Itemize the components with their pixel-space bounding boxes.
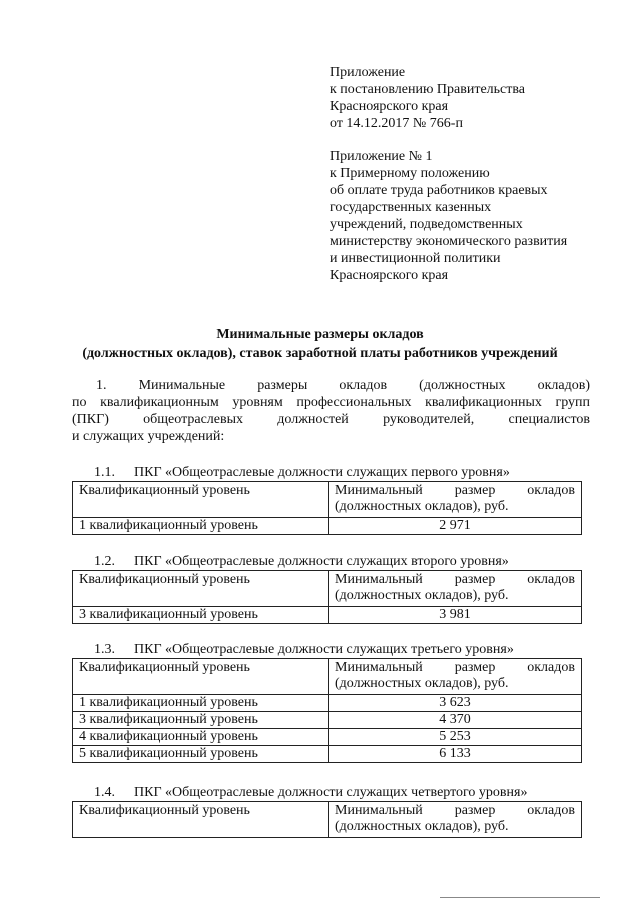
table-header-row	[73, 571, 582, 607]
table-row	[73, 712, 582, 729]
intro-paragraph	[72, 377, 590, 445]
section-number: 1.4.	[94, 785, 115, 800]
header-level: Квалификационный уровень	[73, 659, 329, 695]
section-number: 1.2.	[94, 554, 115, 569]
section-1-1	[72, 464, 582, 535]
appendix-1-line: к Примерному положению	[330, 166, 490, 181]
intro-line: и служащих учреждений:	[72, 429, 225, 444]
intro-line: (ПКГ) общеотраслевых должностей руководителей, специалистов	[72, 412, 590, 427]
appendix-1-block	[330, 148, 630, 284]
table-row	[73, 518, 582, 535]
document-title	[0, 325, 640, 363]
appendix-1-line: Красноярского края	[330, 268, 449, 283]
header-level: Квалификационный уровень	[73, 802, 329, 838]
header-salary-line1: Минимальный размер окладов	[335, 572, 575, 587]
header-level: Квалификационный уровень	[73, 571, 329, 607]
level-cell: 5 квалификационный уровень	[73, 746, 329, 763]
salary-table	[72, 801, 582, 838]
level-cell: 1 квалификационный уровень	[73, 695, 329, 712]
header-level: Квалификационный уровень	[73, 482, 329, 518]
value-cell: 5 253	[329, 729, 582, 746]
level-cell: 4 квалификационный уровень	[73, 729, 329, 746]
header-salary	[329, 571, 582, 607]
section-number: 1.1.	[94, 465, 115, 480]
level-cell: 1 квалификационный уровень	[73, 518, 329, 535]
level-cell: 3 квалификационный уровень	[73, 607, 329, 624]
header-salary	[329, 659, 582, 695]
appendix-1-line: Приложение № 1	[330, 149, 433, 164]
header-salary	[329, 482, 582, 518]
appendix-1-line: учреждений, подведомственных	[330, 217, 523, 232]
document-title-line2: (должностных окладов), ставок заработной платы работников учреждений	[82, 346, 558, 361]
appendix-main-line: Приложение	[330, 65, 406, 80]
salary-table	[72, 658, 582, 763]
level-cell: 3 квалификационный уровень	[73, 712, 329, 729]
section-number: 1.3.	[94, 642, 115, 657]
value-cell: 6 133	[329, 746, 582, 763]
section-title	[72, 553, 556, 571]
section-title-text: ПКГ «Общеотраслевые должности служащих второго уровня»	[134, 554, 509, 569]
header-salary-line1: Минимальный размер окладов	[335, 803, 575, 818]
page-bottom-rule	[440, 897, 600, 898]
appendix-1-line: министерству экономического развития	[330, 234, 568, 249]
section-title-text: ПКГ «Общеотраслевые должности служащих первого уровня»	[134, 465, 510, 480]
value-cell: 3 981	[329, 607, 582, 624]
appendix-main-block	[330, 64, 630, 132]
value-cell: 3 623	[329, 695, 582, 712]
header-salary-line2: (должностных окладов), руб.	[335, 819, 509, 834]
salary-table	[72, 570, 582, 624]
table-header-row	[73, 802, 582, 838]
appendix-main-line: к постановлению Правительства	[330, 82, 526, 97]
section-1-2	[72, 553, 582, 624]
table-row	[73, 607, 582, 624]
header-salary-line2: (должностных окладов), руб.	[335, 499, 509, 514]
header-salary-line1: Минимальный размер окладов	[335, 483, 575, 498]
section-title-text: ПКГ «Общеотраслевые должности служащих третьего уровня»	[134, 642, 514, 657]
header-salary	[329, 802, 582, 838]
header-salary-line2: (должностных окладов), руб.	[335, 588, 509, 603]
table-row	[73, 746, 582, 763]
intro-line: по квалификационным уровням профессиональных квалификационных групп	[72, 395, 590, 410]
table-row	[73, 729, 582, 746]
section-title	[72, 641, 556, 659]
section-1-3	[72, 641, 582, 763]
appendix-main-line: Красноярского края	[330, 99, 449, 114]
appendix-1-line: и инвестиционной политики	[330, 251, 501, 266]
value-cell: 2 971	[329, 518, 582, 535]
table-header-row	[73, 659, 582, 695]
appendix-1-line: об оплате труда работников краевых	[330, 183, 548, 198]
salary-table	[72, 481, 582, 535]
section-1-4	[72, 784, 582, 838]
intro-line: 1. Минимальные размеры окладов (должностных окладов)	[96, 378, 590, 393]
section-title	[72, 464, 556, 482]
appendix-main-line: от 14.12.2017 № 766-п	[330, 116, 463, 131]
header-salary-line2: (должностных окладов), руб.	[335, 676, 509, 691]
section-title-text: ПКГ «Общеотраслевые должности служащих четвертого уровня»	[134, 785, 528, 800]
table-header-row	[73, 482, 582, 518]
document-title-line1: Минимальные размеры окладов	[216, 327, 424, 342]
appendix-1-line: государственных казенных	[330, 200, 492, 215]
value-cell: 4 370	[329, 712, 582, 729]
table-row	[73, 695, 582, 712]
section-title	[72, 784, 556, 802]
header-salary-line1: Минимальный размер окладов	[335, 660, 575, 675]
